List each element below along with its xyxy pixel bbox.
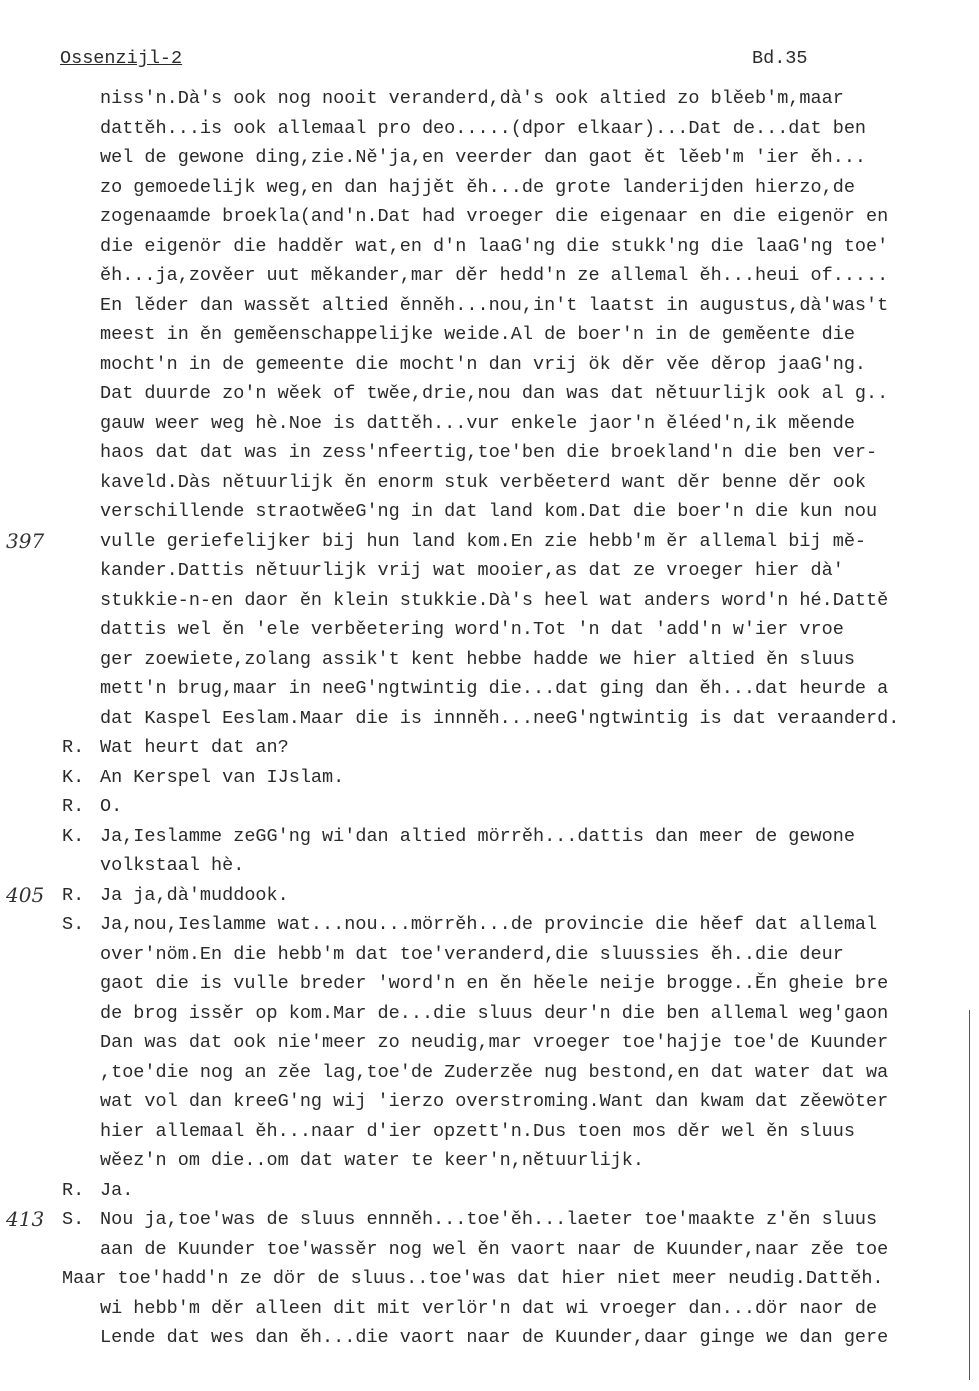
page-reference: Bd.35	[752, 48, 808, 69]
dialogue-line: Ja ja,dà'muddook.	[100, 885, 289, 906]
speaker-label: R.	[62, 796, 85, 817]
document-title: Ossenzijl-2	[60, 48, 183, 69]
text-line: ger zoewiete,zolang assik't kent hebbe hadde we hier altied ěn sluus	[100, 649, 855, 670]
dialogue-line: de brog issěr op kom.Mar de...die sluus deur'n die ben allemal weg'gaon	[100, 1003, 889, 1024]
dialogue-line: wat vol dan kreeG'ng wij 'ierzo overstroming.Want dan kwam dat zěewöter	[100, 1091, 889, 1112]
text-line: zogenaamde broekla(and'n.Dat had vroeger die eigenaar en die eigenör en	[100, 206, 889, 227]
text-line: mocht'n in de gemeente die mocht'n dan vrij ök děr věe děrop jaaG'ng.	[100, 354, 867, 375]
dialogue-line: ,toe'die nog an zěe lag,toe'de Zuderzěe nug bestond,en dat water dat wa	[100, 1062, 889, 1083]
text-line: niss'n.Dà's ook nog nooit veranderd,dà's ook altied zo blěeb'm,maar	[100, 88, 844, 109]
dialogue-line: gaot die is vulle breder 'word'n en ěn hěele neije brogge..Ěn gheie bre	[100, 973, 889, 994]
handwritten-margin-note: 405	[6, 883, 45, 907]
text-line: mett'n brug,maar in neeG'ngtwintig die...dat ging dan ěh...dat heurde a	[100, 678, 889, 699]
dialogue-line: wěez'n om die..om dat water te keer'n,nětuurlijk.	[100, 1150, 644, 1171]
handwritten-margin-note: 413	[6, 1207, 45, 1231]
dialogue-line: Nou ja,toe'was de sluus ennněh...toe'ěh...laeter toe'maakte z'ěn sluus	[100, 1209, 878, 1230]
text-line: verschillende straotwěeG'ng in dat land kom.Dat die boer'n die kun nou	[100, 501, 878, 522]
text-line: vulle geriefelijker bij hun land kom.En zie hebb'm ěr allemal bij mě-	[100, 531, 867, 552]
text-line: zo gemoedelijk weg,en dan hajjět ěh...de grote landerijden hierzo,de	[100, 177, 855, 198]
dialogue-line: volkstaal hè.	[100, 855, 245, 876]
dialogue-line: hier allemaal ěh...naar d'ier opzett'n.Dus toen mos děr wel ěn sluus	[100, 1121, 855, 1142]
text-line: wel de gewone ding,zie.Ně'ja,en veerder dan gaot ět lěeb'm 'ier ěh...	[100, 147, 867, 168]
speaker-label: S.	[62, 1209, 85, 1230]
dialogue-line: aan de Kuunder toe'wassěr nog wel ěn vaort naar de Kuunder,naar zěe toe	[100, 1239, 889, 1260]
dialogue-line: Ja,Ieslamme zeGG'ng wi'dan altied mörrěh...dattis dan meer de gewone	[100, 826, 855, 847]
dialogue-line: O.	[100, 796, 123, 817]
text-line: die eigenör die hadděr wat,en d'n laaG'ng die stukk'ng die laaG'ng toe'	[100, 236, 889, 257]
text-line: dattěh...is ook allemaal pro deo.....(dpor elkaar)...Dat de...dat ben	[100, 118, 867, 139]
text-line: kaveld.Dàs nětuurlijk ěn enorm stuk verběeterd want děr benne děr ook	[100, 472, 867, 493]
text-line: dattis wel ěn 'ele verběetering word'n.Tot 'n dat 'add'n w'ier vroe	[100, 619, 844, 640]
text-line: Maar toe'hadd'n ze dör de sluus..toe'was dat hier niet meer neudig.Dattěh.	[62, 1268, 884, 1289]
dialogue-line: Ja,nou,Ieslamme wat...nou...mörrěh...de provincie die hěef dat allemal	[100, 914, 878, 935]
dialogue-line: Ja.	[100, 1180, 134, 1201]
page-edge-line	[969, 1010, 970, 1380]
text-line: En lěder dan wassět altied ěnněh...nou,in't laatst in augustus,dà'was't	[100, 295, 889, 316]
handwritten-margin-note: 397	[6, 529, 45, 553]
speaker-label: S.	[62, 914, 85, 935]
text-line: stukkie-n-en daor ěn klein stukkie.Dà's heel wat anders word'n hé.Dattě	[100, 590, 889, 611]
text-line: haos dat dat was in zess'nfeertig,toe'ben die broekland'n die ben ver-	[100, 442, 878, 463]
speaker-label: K.	[62, 767, 85, 788]
text-line: gauw weer weg hè.Noe is dattěh...vur enkele jaor'n ěléed'n,ik měende	[100, 413, 855, 434]
speaker-label: K.	[62, 826, 85, 847]
speaker-label: R.	[62, 885, 85, 906]
speaker-label: R.	[62, 737, 85, 758]
text-line: Dat duurde zo'n wěek of twěe,drie,nou dan was dat nětuurlijk ook al g..	[100, 383, 889, 404]
text-line: kander.Dattis nětuurlijk vrij wat mooier,as dat ze vroeger hier dà'	[100, 560, 844, 581]
dialogue-line: Dan was dat ook nie'meer zo neudig,mar vroeger toe'hajje toe'de Kuunder	[100, 1032, 889, 1053]
text-line: wi hebb'm děr alleen dit mit verlör'n dat wi vroeger dan...dör naor de	[100, 1298, 878, 1319]
dialogue-line: over'nöm.En die hebb'm dat toe'veranderd,die sluussies ěh..die deur	[100, 944, 844, 965]
dialogue-line: Wat heurt dat an?	[100, 737, 289, 758]
text-line: Lende dat wes dan ěh...die vaort naar de Kuunder,daar ginge we dan gere	[100, 1327, 889, 1348]
text-line: dat Kaspel Eeslam.Maar die is innněh...neeG'ngtwintig is dat veraanderd.	[100, 708, 900, 729]
dialogue-line: An Kerspel van IJslam.	[100, 767, 345, 788]
text-line: ěh...ja,zověer uut měkander,mar děr hedd'n ze allemal ěh...heui of.....	[100, 265, 889, 286]
text-line: meest in ěn geměenschappelijke weide.Al de boer'n in de geměente die	[100, 324, 855, 345]
speaker-label: R.	[62, 1180, 85, 1201]
